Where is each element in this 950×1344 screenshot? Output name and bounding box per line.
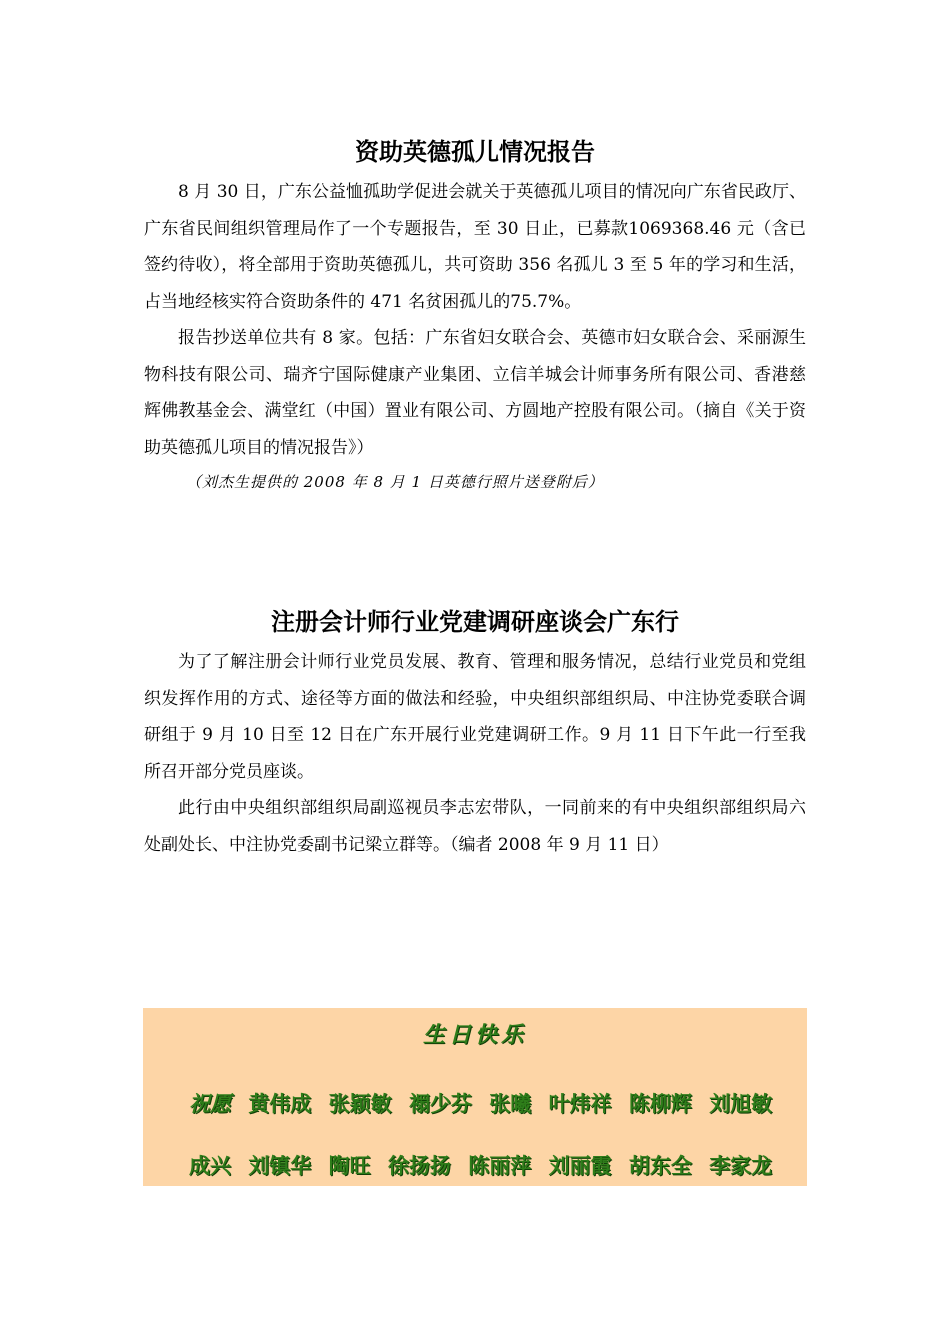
article-2-title: 注册会计师行业党建调研座谈会广东行 (271, 607, 679, 636)
birthday-names-line-1 (189, 1088, 782, 1118)
birthday-name: 李家龙 (709, 1153, 773, 1178)
birthday-name: 张曦 (489, 1091, 532, 1116)
article-1-title: 资助英德孤儿情况报告 (355, 137, 595, 166)
birthday-name: 成兴 (189, 1153, 231, 1178)
article-1-paragraph-1: 8 月 30 日，广东公益恤孤助学促进会就关于英德孤儿项目的情况向广东省民政厅、广东省民间组织管理局作了一个专题报告，至 30 日止，已募款1069368.46 元（含已签约待收），将全部用于资助英德孤儿，共可资助 356 名孤儿 3 至 5 年的学习和生活，占当地经核实符合资助条件的 471 名贫困孤儿的75.7%。 (144, 182, 806, 312)
birthday-name: 刘镇华 (248, 1153, 312, 1178)
birthday-name: 黄伟成 (248, 1091, 312, 1116)
birthday-name: 叶炜祥 (548, 1091, 612, 1116)
birthday-name: 刘丽霞 (548, 1153, 612, 1178)
birthday-name: 张颖敏 (328, 1091, 392, 1116)
article-1-source-note: （刘杰生提供的 2008 年 8 月 1 日英德行照片送登附后） (186, 473, 604, 491)
birthday-box (143, 1008, 807, 1186)
birthday-name: 刘旭敏 (709, 1091, 773, 1116)
article-2-paragraph-1: 为了了解注册会计师行业党员发展、教育、管理和服务情况，总结行业党员和党组织发挥作用的方式、途径等方面的做法和经验，中央组织部组织局、中注协党委联合调研组于 9 月 10 日至 12 日在广东开展行业党建调研工作。9 月 11 日下午此一行至我所召开部分党员座谈。 (144, 652, 806, 782)
birthday-names-line-2 (189, 1150, 782, 1180)
birthday-title: 生日快乐 (422, 1022, 527, 1048)
birthday-name: 禤少芬 (408, 1091, 472, 1116)
birthday-name: 陈柳辉 (628, 1091, 692, 1116)
birthday-name: 徐扬扬 (387, 1153, 451, 1178)
birthday-name: 陶旺 (328, 1153, 371, 1178)
article-2 (144, 600, 806, 863)
birthday-name: 陈丽萍 (468, 1153, 532, 1178)
birthday-blessing: 祝愿 (189, 1091, 231, 1116)
birthday-name: 胡东全 (628, 1153, 692, 1178)
article-2-paragraph-2: 此行由中央组织部组织局副巡视员李志宏带队，一同前来的有中央组织部组织局六处副处长、中注协党委副书记梁立群等。（编者 2008 年 9 月 11 日） (144, 798, 806, 855)
article-1-paragraph-2: 报告抄送单位共有 8 家。包括：广东省妇女联合会、英德市妇女联合会、采丽源生物科技有限公司、瑞齐宁国际健康产业集团、立信羊城会计师事务所有限公司、香港慈辉佛教基金会、满堂红（中国）置业有限公司、方圆地产控股有限公司。（摘自《关于资助英德孤儿项目的情况报告》） (144, 328, 806, 458)
article-1 (144, 130, 806, 498)
